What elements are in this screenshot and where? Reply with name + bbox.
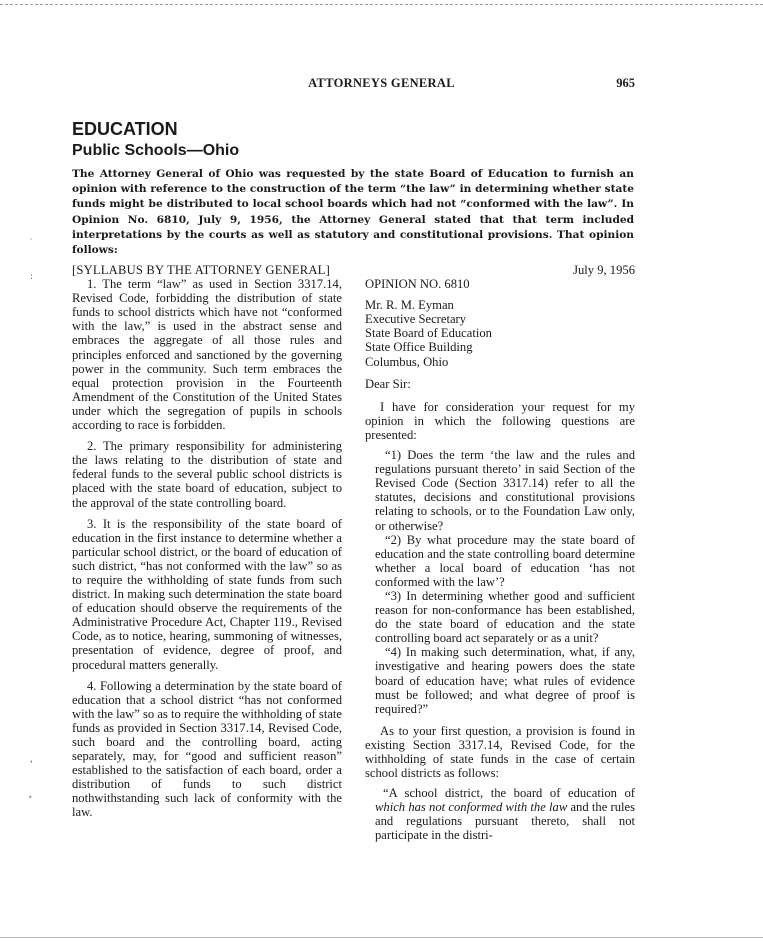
- address-line: State Board of Education: [365, 326, 492, 341]
- address-block: [365, 298, 635, 368]
- section-subheading: Public Schools—Ohio: [72, 142, 240, 159]
- syllabus-item: 4. Following a determination by the state board of education that a school district “has not conformed with the law” so as to require the withholding of state funds as provided in Section 3317.14, Revised Code, such board and the controlling board, acting separately, may, for “good and sufficient reason” established to the satisfaction of each board, order a distribution of funds to such district nothwithstanding such lack of conformity with the law.: [72, 678, 343, 820]
- address-line: Executive Secretary: [365, 312, 467, 327]
- opinion-column: [365, 263, 635, 843]
- letter-paragraph: I have for consideration your request for my opinion in which the following questions are presented:: [365, 399, 635, 442]
- margin-scan-mark: ′: [30, 238, 33, 248]
- letter-paragraph: As to your first question, a provision is found in existing Section 3317.14, Revised Code, for the withholding of state funds in the case of certain school districts as follows:: [365, 723, 635, 781]
- top-scan-border: [0, 4, 763, 5]
- page-number: 965: [616, 76, 635, 90]
- syllabus-heading: [SYLLABUS BY THE ATTORNEY GENERAL]: [72, 263, 330, 277]
- opinion-number: OPINION NO. 6810: [365, 277, 470, 292]
- opinion-date: July 9, 1956: [573, 263, 635, 277]
- question-item: “4) In making such determination, what, if any, investigative and hearing powers does the state board of education have; what rules of evidence must be followed; and what degree of proof is required?”: [375, 645, 635, 716]
- bottom-scan-border: [0, 937, 763, 938]
- salutation: Dear Sir:: [365, 376, 411, 391]
- syllabus-column: [72, 263, 342, 827]
- quote-text: “A school district, the board of education of: [383, 786, 635, 801]
- statute-quote: [375, 786, 635, 842]
- syllabus-item: 1. The term “law” as used in Section 3317.14, Revised Code, forbidding the distribution of state funds to school districts which have not “conformed with the law,” is used in the abstract sense and embraces the aggregate of all those rules and principles enforced and sanctioned by the governing power in the community. Such term embraces the equal protection provision in the Fourteenth Amendment of the Constitution of the United States under which the segregation of pupils in schools according to race is forbidden.: [72, 277, 342, 433]
- margin-scan-mark: ‘: [30, 760, 33, 770]
- address-line: Mr. R. M. Eyman: [365, 298, 454, 313]
- question-item: “2) By what procedure may the state board of education and the state controlling board determine whether a local board of education ‘has not conformed with the law’?: [375, 532, 635, 589]
- running-head: ATTORNEYS GENERAL: [308, 76, 455, 90]
- address-line: State Office Building: [365, 340, 473, 355]
- question-item: “3) In determining whether good and sufficient reason for non-conformance has been established, do the state board of education and the state controlling board act separately or as a unit?: [375, 588, 635, 646]
- address-line: Columbus, Ohio: [365, 354, 449, 369]
- question-item: “1) Does the term ‘the law and the rules and regulations pursuant thereto’ in said Section of the Revised Code (Section 3317.14) refer to all the statutes, decisions and constitutional provisions relating to schools, or to the Foundation Law only, or otherwise?: [375, 448, 635, 533]
- quote-text: and the rules and regulations pursuant thereto, shall not participate in the distri-: [375, 800, 635, 843]
- section-heading: EDUCATION: [72, 119, 178, 139]
- syllabus-item: 3. It is the responsibility of the state board of education in the first instance to determine whether a particular school district, or the board of education of such district, “has not conformed with the law” so as to require the withholding of state funds from such district. In making such determination the state board of education should observe the requirements of the Administrative Procedure Act, Chapter 119., Revised Code, as to notice, hearing, summoning of witnesses, presentation of evidence, degree of proof, and procedural matters generally.: [72, 516, 342, 672]
- quote-emphasis: which has not conformed with the law: [375, 800, 568, 815]
- margin-scan-mark: :: [30, 272, 34, 282]
- margin-scan-mark: ˅: [28, 796, 33, 806]
- syllabus-item: 2. The primary responsibility for administering the laws relating to the distribution of state and federal funds to the several public school districts is placed with the state board of education, subject to the approval of the state controlling board.: [72, 439, 342, 510]
- intro-paragraph: The Attorney General of Ohio was requested by the state Board of Education to furnish an opinion with reference to the construction of the term “the law” in determining whether state funds might be distributed to local school boards which had not “conformed with the law”. In Opinion No. 6810, July 9, 1956, the Attorney General stated that that term included interpretations by the courts as well as statutory and constitutional provisions. That opinion follows:: [72, 168, 634, 257]
